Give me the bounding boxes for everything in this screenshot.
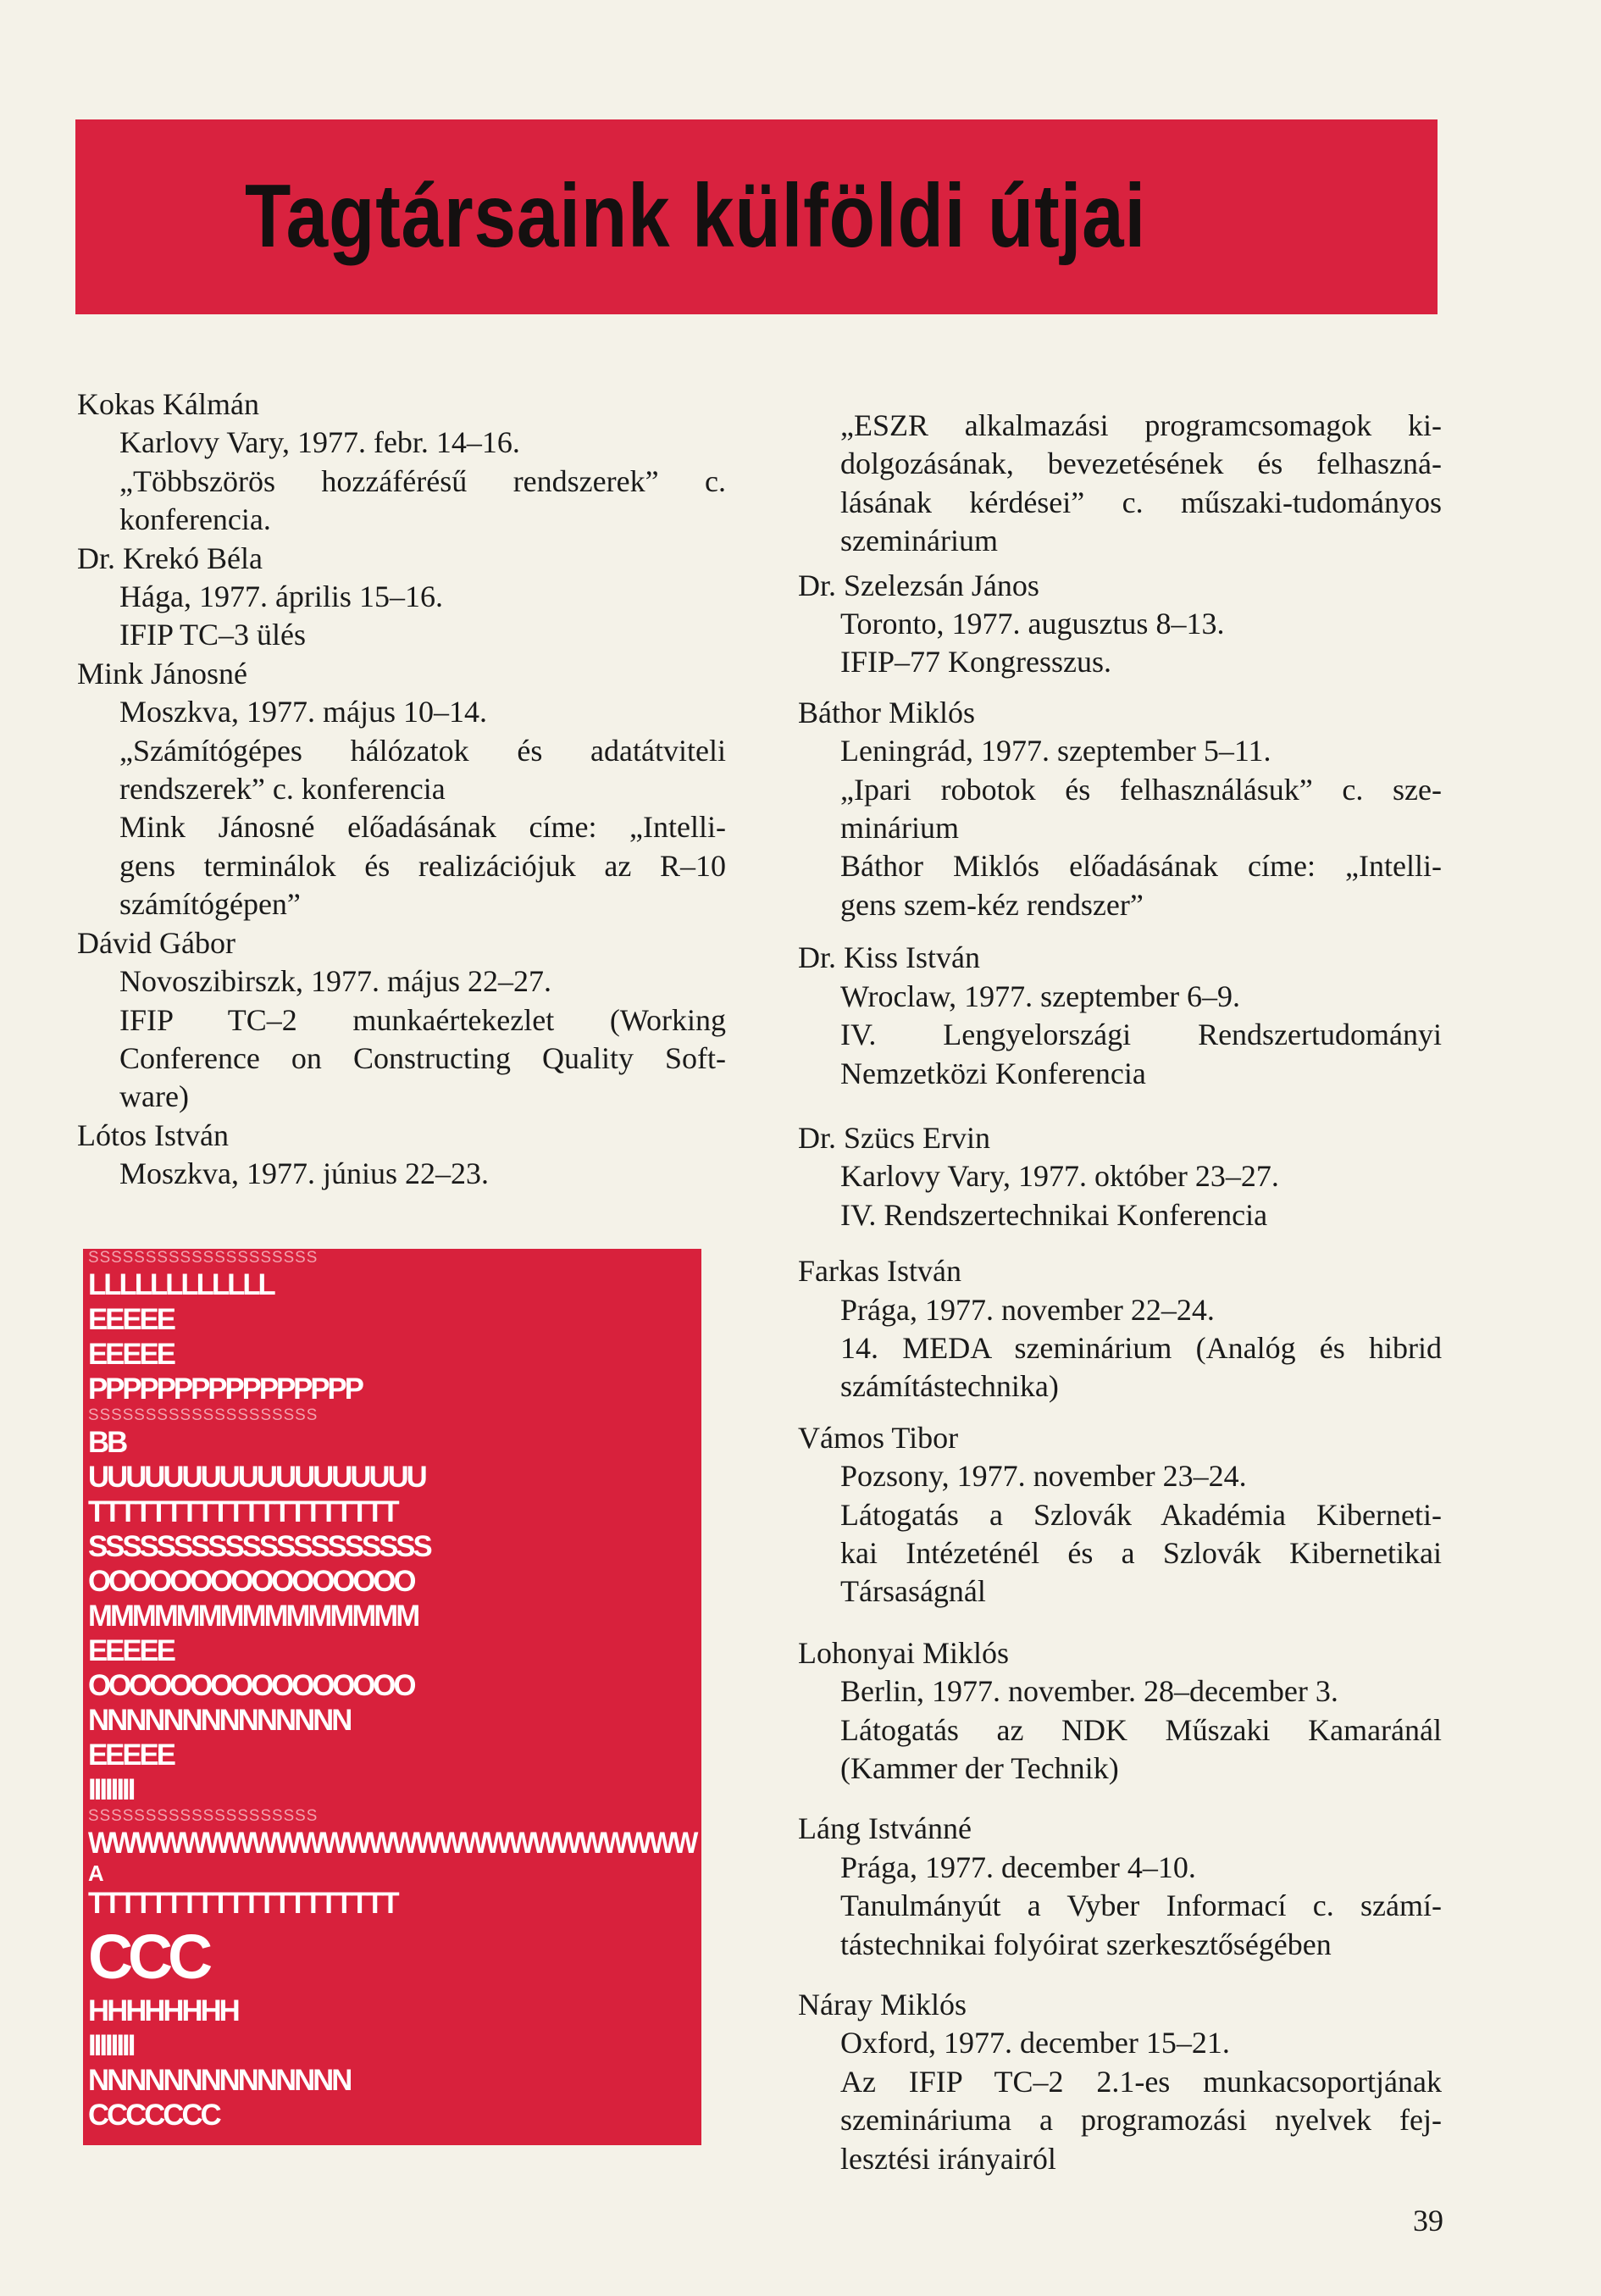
artwork-letter-row: EEEEE xyxy=(88,1338,174,1371)
trip-description-line: kai Intézeténél és a Szlovák Kibernetikai xyxy=(840,1535,1442,1570)
trip-description-line: számítógépen” xyxy=(119,887,301,922)
trip-place-date: Berlin, 1977. november. 28–december 3. xyxy=(840,1674,1338,1709)
member-name: Dr. Krekó Béla xyxy=(77,541,263,575)
artwork-letter-row: IIIIIIII xyxy=(88,2029,134,2062)
trip-place-date: Pozsony, 1977. november 23–24. xyxy=(840,1459,1247,1494)
trip-place-date: Leningrád, 1977. szeptember 5–11. xyxy=(840,734,1271,768)
trip-description-line: lesztési irányairól xyxy=(840,2141,1056,2176)
trip-description-line: „Ipari robotok és felhasználásuk” c. sze- xyxy=(840,772,1442,807)
trip-description-line: „ESZR alkalmazási programcsomagok ki- xyxy=(840,408,1442,442)
artwork-letter-row: LLLLLLLLLLLL xyxy=(88,1268,274,1301)
trip-entry xyxy=(77,1117,726,1194)
member-name: Láng Istvánné xyxy=(798,1811,972,1846)
trip-description-line: Báthor Miklós előadásának címe: „Intelli- xyxy=(840,849,1442,884)
left-column xyxy=(77,385,726,1194)
member-name: Kokas Kálmán xyxy=(77,387,259,421)
trip-place-date: Toronto, 1977. augusztus 8–13. xyxy=(840,607,1225,641)
trip-place-date: Prága, 1977. november 22–24. xyxy=(840,1292,1215,1327)
trip-description-line: Látogatás a Szlovák Akadémia Kiberneti- xyxy=(840,1497,1442,1532)
trip-place-date: Oxford, 1977. december 15–21. xyxy=(840,2026,1230,2060)
trip-entry xyxy=(798,1634,1442,1789)
member-name: Dr. Kiss István xyxy=(798,940,980,975)
trip-entry xyxy=(798,1986,1442,2178)
trip-description-line: gens terminálok és realizációjuk az R–10 xyxy=(119,848,726,883)
trip-description-line: szemináriuma a programozási nyelvek fej- xyxy=(840,2103,1442,2138)
artwork-letter-row: A xyxy=(88,1861,102,1886)
trip-description-line: IFIP TC–2 munkaértekezlet (Working xyxy=(119,1002,726,1037)
artwork-letter-row: EEEEE xyxy=(88,1303,174,1336)
trip-place-date: Karlovy Vary, 1977. febr. 14–16. xyxy=(119,425,520,460)
trip-place-date: Hága, 1977. április 15–16. xyxy=(119,580,443,614)
trip-entry xyxy=(798,407,1442,561)
page-title: Tagtársaink külföldi útjai xyxy=(245,166,1147,266)
artwork-letter-row: CCC xyxy=(88,1922,208,1992)
trip-description-line: ware) xyxy=(119,1079,189,1114)
trip-description-line: Mink Jánosné előadásának címe: „Intelli- xyxy=(119,810,726,845)
artwork-letter-row: OOOOOOOOOOOOOOOO xyxy=(88,1565,414,1598)
trip-description-line: „Számítógépes hálózatok és adatátviteli xyxy=(119,733,726,768)
trip-entry xyxy=(77,385,726,540)
member-name: Dávid Gábor xyxy=(77,925,235,960)
trip-description-line: Nemzetközi Konferencia xyxy=(840,1056,1146,1090)
trip-description-line: számítástechnika) xyxy=(840,1369,1059,1404)
trip-description-line: Conference on Constructing Quality Soft- xyxy=(119,1040,726,1075)
artwork-letter-row: NNNNNNNNNNNNNN xyxy=(88,1704,351,1737)
artwork-letter-row: OOOOOOOOOOOOOOOO xyxy=(88,1669,414,1702)
artwork-letter-row: SSSSSSSSSSSSSSSSSSSS xyxy=(88,1249,319,1267)
trip-description-line: IFIP–77 Kongresszus. xyxy=(840,645,1111,679)
trip-description-line: gens szem-kéz rendszer” xyxy=(840,887,1144,922)
artwork-letter-row: MMMMMMMMMMMMMMM xyxy=(88,1600,418,1633)
member-name: Náray Miklós xyxy=(798,1988,967,2022)
trip-description-line: konferencia. xyxy=(119,502,271,537)
member-name: Báthor Miklós xyxy=(798,695,976,729)
artwork-letter-row: PPPPPPPPPPPPPPPP xyxy=(88,1373,362,1406)
artwork-letter-row: SSSSSSSSSSSSSSSSSSSS xyxy=(88,1807,319,1825)
trip-entry xyxy=(77,655,726,924)
trip-description-line: lásának kérdései” c. műszaki-tudományos xyxy=(840,485,1442,519)
title-banner xyxy=(75,119,1438,314)
member-name: Mink Jánosné xyxy=(77,656,247,690)
artwork-letter-row: EEEEE xyxy=(88,1739,174,1772)
trip-description-line: Társaságnál xyxy=(840,1574,986,1609)
artwork-letter-row: TTTTTTTTTTTTTTTTTTTT xyxy=(88,1495,397,1528)
member-name: Vámos Tibor xyxy=(798,1420,959,1455)
trip-description-line: Látogatás az NDK Műszaki Kamaránál xyxy=(840,1712,1442,1747)
trip-place-date: Moszkva, 1977. május 10–14. xyxy=(119,695,487,729)
typographic-artwork xyxy=(83,1249,701,2145)
artwork-letter-row: HHHHHHHH xyxy=(88,1994,238,2027)
artwork-letter-row: EEEEE xyxy=(88,1634,174,1667)
member-name: Dr. Szücs Ervin xyxy=(798,1120,990,1155)
trip-entry xyxy=(798,939,1442,1093)
artwork-letter-row: NNNNNNNNNNNNNN xyxy=(88,2064,351,2097)
trip-entry xyxy=(798,1252,1442,1406)
trip-entry xyxy=(798,567,1442,682)
trip-description-line: rendszerek” c. konferencia xyxy=(119,772,446,807)
trip-description-line: szeminárium xyxy=(840,524,998,558)
artwork-letter-row: BB xyxy=(88,1426,126,1459)
member-name: Lohonyai Miklós xyxy=(798,1635,1009,1670)
trip-entry xyxy=(77,540,726,655)
trip-description-line: tástechnikai folyóirat szerkesztőségében xyxy=(840,1927,1332,1961)
trip-entry xyxy=(798,694,1442,924)
artwork-letter-row: TTTTTTTTTTTTTTTTTTTT xyxy=(88,1887,397,1920)
member-name: Lótos István xyxy=(77,1117,229,1152)
member-name: Farkas István xyxy=(798,1254,961,1289)
trip-entry xyxy=(77,924,726,1117)
trip-place-date: Novoszibirszk, 1977. május 22–27. xyxy=(119,964,551,999)
artwork-letter-row: CCCCCCC xyxy=(88,2099,219,2132)
artwork-letter-row: IIIIIIII xyxy=(88,1773,134,1806)
member-name: Dr. Szelezsán János xyxy=(798,568,1039,602)
right-column xyxy=(798,407,1442,2178)
page-number: 39 xyxy=(1413,2204,1443,2238)
trip-description-line: Tanulmányút a Vyber Informací c. számí- xyxy=(840,1888,1442,1923)
trip-place-date: Karlovy Vary, 1977. október 23–27. xyxy=(840,1159,1279,1194)
trip-description-line: IFIP TC–3 ülés xyxy=(119,618,307,652)
trip-place-date: Wroclaw, 1977. szeptember 6–9. xyxy=(840,979,1241,1013)
trip-entry xyxy=(798,1419,1442,1611)
trip-description-line: 14. MEDA szeminárium (Analóg és hibrid xyxy=(840,1330,1442,1365)
artwork-letter-row: SSSSSSSSSSSSSSSSSSSS xyxy=(88,1530,430,1563)
trip-description-line: IV. Rendszertechnikai Konferencia xyxy=(840,1197,1268,1232)
trip-description-line: Az IFIP TC–2 2.1-es munkacsoportjának xyxy=(840,2064,1442,2099)
trip-description-line: dolgozásának, bevezetésének és felhaszná- xyxy=(840,446,1442,481)
trip-place-date: Prága, 1977. december 4–10. xyxy=(840,1850,1196,1884)
trip-entry xyxy=(798,1119,1442,1234)
artwork-letter-row: SSSSSSSSSSSSSSSSSSSS xyxy=(88,1406,319,1424)
artwork-letter-row: WWWWWWWWWWWWWWWWWWWWWWWWWW xyxy=(88,1827,696,1860)
trip-place-date: Moszkva, 1977. június 22–23. xyxy=(119,1156,489,1191)
trip-description-line: IV. Lengyelországi Rendszertudományi xyxy=(840,1018,1442,1052)
trip-description-line: (Kammer der Technik) xyxy=(840,1751,1119,1785)
trip-entry xyxy=(798,1810,1442,1964)
artwork-letter-row: UUUUUUUUUUUUUUUUUU xyxy=(88,1461,425,1494)
trip-description-line: minárium xyxy=(840,811,959,846)
trip-description-line: „Többszörös hozzáférésű rendszerek” c. xyxy=(119,463,726,498)
